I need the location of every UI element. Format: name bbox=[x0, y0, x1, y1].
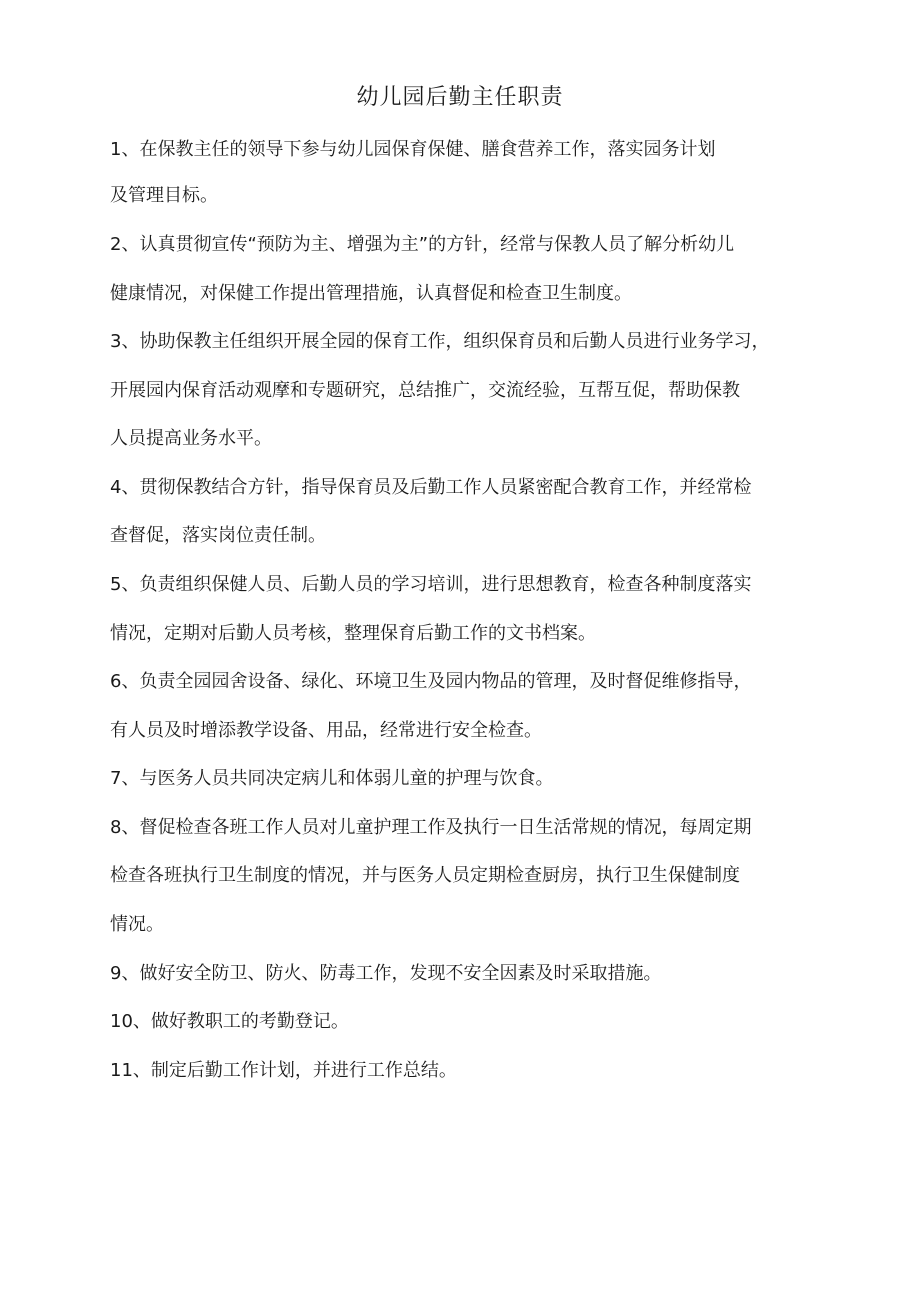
text-line: 11、制定后勤工作计划，并进行工作总结。 bbox=[110, 1060, 457, 1081]
text-line: 3、协助保教主任组织开展全园的保育工作，组织保育员和后勤人员进行业务学习， bbox=[110, 331, 770, 352]
text-line: 情况。 bbox=[110, 914, 164, 935]
text-line: 查督促，落实岗位责任制。 bbox=[110, 525, 326, 546]
text-line: 及管理目标。 bbox=[110, 185, 218, 206]
text-line: 8、督促检查各班工作人员对儿童护理工作及执行一日生活常规的情况，每周定期 bbox=[110, 817, 752, 838]
document-title: 幼儿园后勤主任职责 bbox=[356, 85, 564, 110]
text-line: 情况，定期对后勤人员考核，整理保育后勤工作的文书档案。 bbox=[110, 623, 596, 644]
text-line: 10、做好教职工的考勤登记。 bbox=[110, 1011, 349, 1032]
text-line: 6、负责全园园舍设备、绿化、环境卫生及园内物品的管理，及时督促维修指导， bbox=[110, 671, 752, 692]
text-line: 人员提高业务水平。 bbox=[110, 428, 272, 449]
text-line: 健康情况，对保健工作提出管理措施，认真督促和检查卫生制度。 bbox=[110, 283, 632, 304]
text-line: 5、负责组织保健人员、后勤人员的学习培训，进行思想教育，检查各种制度落实 bbox=[110, 574, 752, 595]
text-line: 有人员及时增添教学设备、用品，经常进行安全检查。 bbox=[110, 720, 542, 741]
text-line: 7、与医务人员共同决定病儿和体弱儿童的护理与饮食。 bbox=[110, 768, 554, 789]
text-line: 检查各班执行卫生制度的情况，并与医务人员定期检查厨房，执行卫生保健制度 bbox=[110, 865, 740, 886]
text-line: 2、认真贯彻宣传“预防为主、增强为主”的方针，经常与保教人员了解分析幼儿 bbox=[110, 234, 735, 255]
text-line: 开展园内保育活动观摩和专题研究，总结推广，交流经验，互帮互促，帮助保教 bbox=[110, 380, 740, 401]
text-line: 1、在保教主任的领导下参与幼儿园保育保健、膳食营养工作，落实园务计划 bbox=[110, 139, 716, 160]
text-line: 9、做好安全防卫、防火、防毒工作，发现不安全因素及时采取措施。 bbox=[110, 963, 662, 984]
text-line: 4、贯彻保教结合方针，指导保育员及后勤工作人员紧密配合教育工作，并经常检 bbox=[110, 477, 752, 498]
